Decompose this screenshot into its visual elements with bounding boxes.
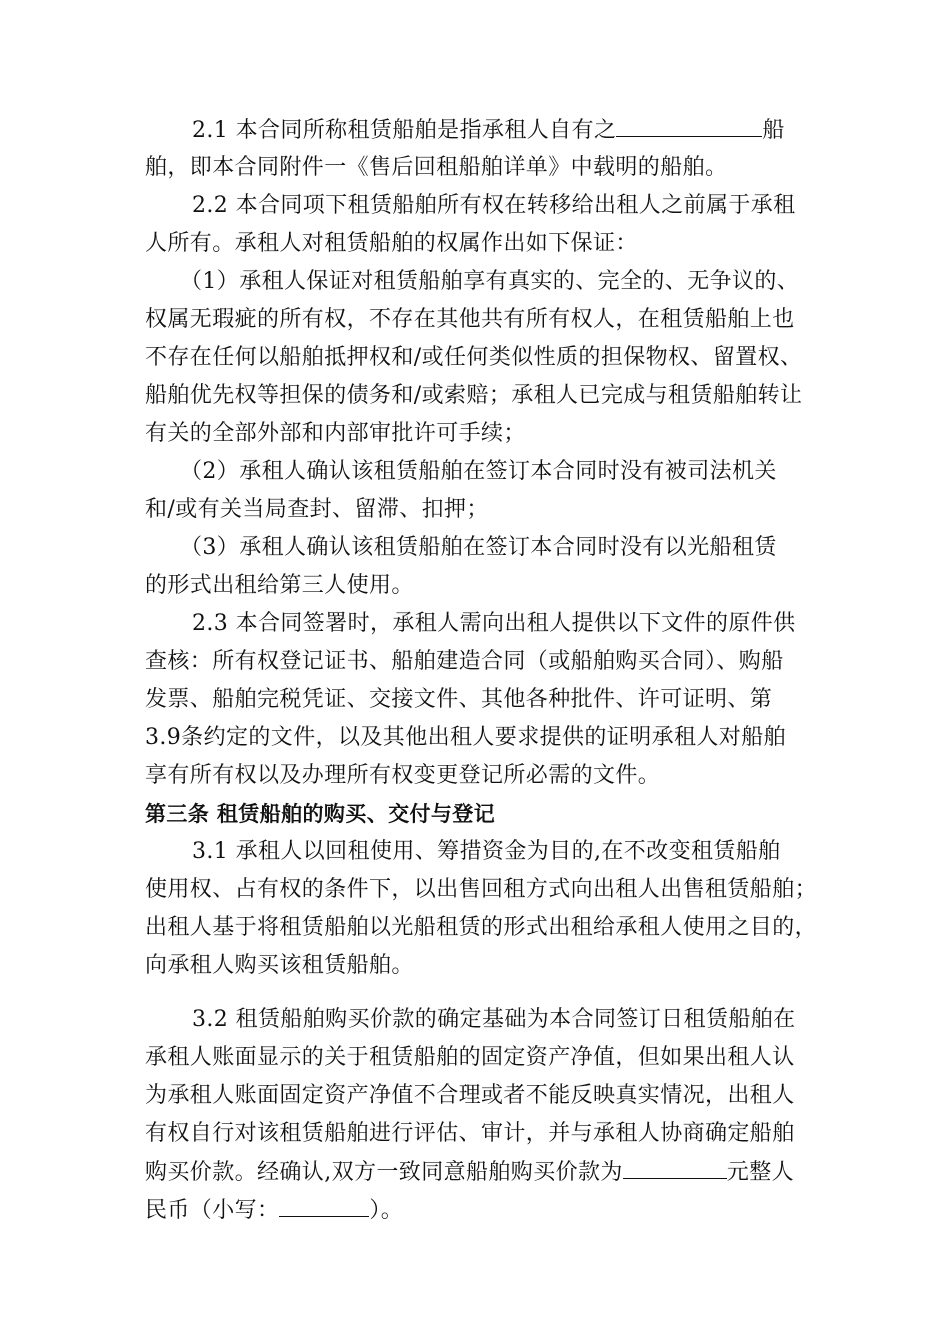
- clause-3-2-line-5: [145, 1156, 794, 1188]
- item-1-line-4: 船舶优先权等担保的债务和/或索赔；承租人已完成与租赁船舶转让: [145, 383, 803, 408]
- clause-2-3-line-5: 享有所有权以及办理所有权变更登记所必需的文件。: [145, 763, 661, 788]
- clause-3-2-line-4: 有权自行对该租赁船舶进行评估、审计，并与承租人协商确定船舶: [145, 1121, 795, 1146]
- item-2-line-2: 和/或有关当局查封、留滞、扣押；: [145, 497, 489, 522]
- clause-3-2-line-1: 3.2 租赁船舶购买价款的确定基础为本合同签订日租赁船舶在: [192, 1007, 796, 1032]
- clause-2-3-line-3: 发票、船舶完税凭证、交接文件、其他各种批件、许可证明、第: [145, 687, 773, 712]
- item-3-line-1: （3）承租人确认该租赁船舶在签订本合同时没有以光船租赁: [180, 535, 777, 560]
- article-3-heading: 第三条 租赁船舶的购买、交付与登记: [145, 802, 496, 826]
- text: 民币（小写：: [145, 1198, 280, 1223]
- clause-3-2-line-2: 承租人账面显示的关于租赁船舶的固定资产净值，但如果出租人认: [145, 1045, 795, 1070]
- clause-3-2-line-6: [145, 1194, 403, 1226]
- item-2-line-1: （2）承租人确认该租赁船舶在签订本合同时没有被司法机关: [180, 459, 777, 484]
- text: 购买价款。经确认,双方一致同意船舶购买价款为: [145, 1160, 623, 1185]
- clause-3-1-line-3: 出租人基于将租赁船舶以光船租赁的形式出租给承租人使用之目的，: [145, 915, 818, 940]
- clause-2-1-line-1: [192, 114, 785, 146]
- text: ）。: [369, 1198, 404, 1223]
- clause-3-2-line-3: 为承租人账面固定资产净值不合理或者不能反映真实情况，出租人: [145, 1083, 795, 1108]
- item-1-line-5: 有关的全部外部和内部审批许可手续；: [145, 421, 526, 446]
- clause-2-3-line-1: 2.3 本合同签署时，承租人需向出租人提供以下文件的原件供: [192, 611, 796, 636]
- text: 船: [762, 118, 785, 143]
- blank-field-price-words[interactable]: [623, 1156, 727, 1179]
- clause-3-1-line-1: 3.1 承租人以回租使用、筹措资金为目的,在不改变租赁船舶: [192, 839, 781, 864]
- blank-field-price-figures[interactable]: [279, 1194, 369, 1217]
- clause-3-1-line-2: 使用权、占有权的条件下，以出售回租方式向出租人出售租赁船舶；: [145, 877, 818, 902]
- text: 2.1 本合同所称租赁船舶是指承租人自有之: [192, 118, 617, 143]
- clause-2-1-line-2: 舶，即本合同附件一《售后回租船舶详单》中载明的船舶。: [145, 155, 728, 180]
- item-1-line-1: （1）承租人保证对租赁船舶享有真实的、完全的、无争议的、: [180, 269, 800, 294]
- clause-2-2-line-1: 2.2 本合同项下租赁船舶所有权在转移给出租人之前属于承租: [192, 193, 796, 218]
- text: 元整人: [726, 1160, 794, 1185]
- clause-2-2-line-2: 人所有。承租人对租赁船舶的权属作出如下保证：: [145, 231, 638, 256]
- item-1-line-3: 不存在任何以船舶抵押权和/或任何类似性质的担保物权、留置权、: [145, 345, 803, 370]
- item-1-line-2: 权属无瑕疵的所有权，不存在其他共有所有权人，在租赁船舶上也: [145, 307, 795, 332]
- clause-3-1-line-4: 向承租人购买该租赁船舶。: [145, 953, 414, 978]
- item-3-line-2: 的形式出租给第三人使用。: [145, 573, 414, 598]
- clause-2-3-line-4: 3.9条约定的文件，以及其他出租人要求提供的证明承租人对船舶: [145, 725, 786, 750]
- clause-2-3-line-2: 查核：所有权登记证书、船舶建造合同（或船舶购买合同）、购船: [145, 649, 784, 674]
- blank-field-vessel-owner[interactable]: [616, 114, 762, 137]
